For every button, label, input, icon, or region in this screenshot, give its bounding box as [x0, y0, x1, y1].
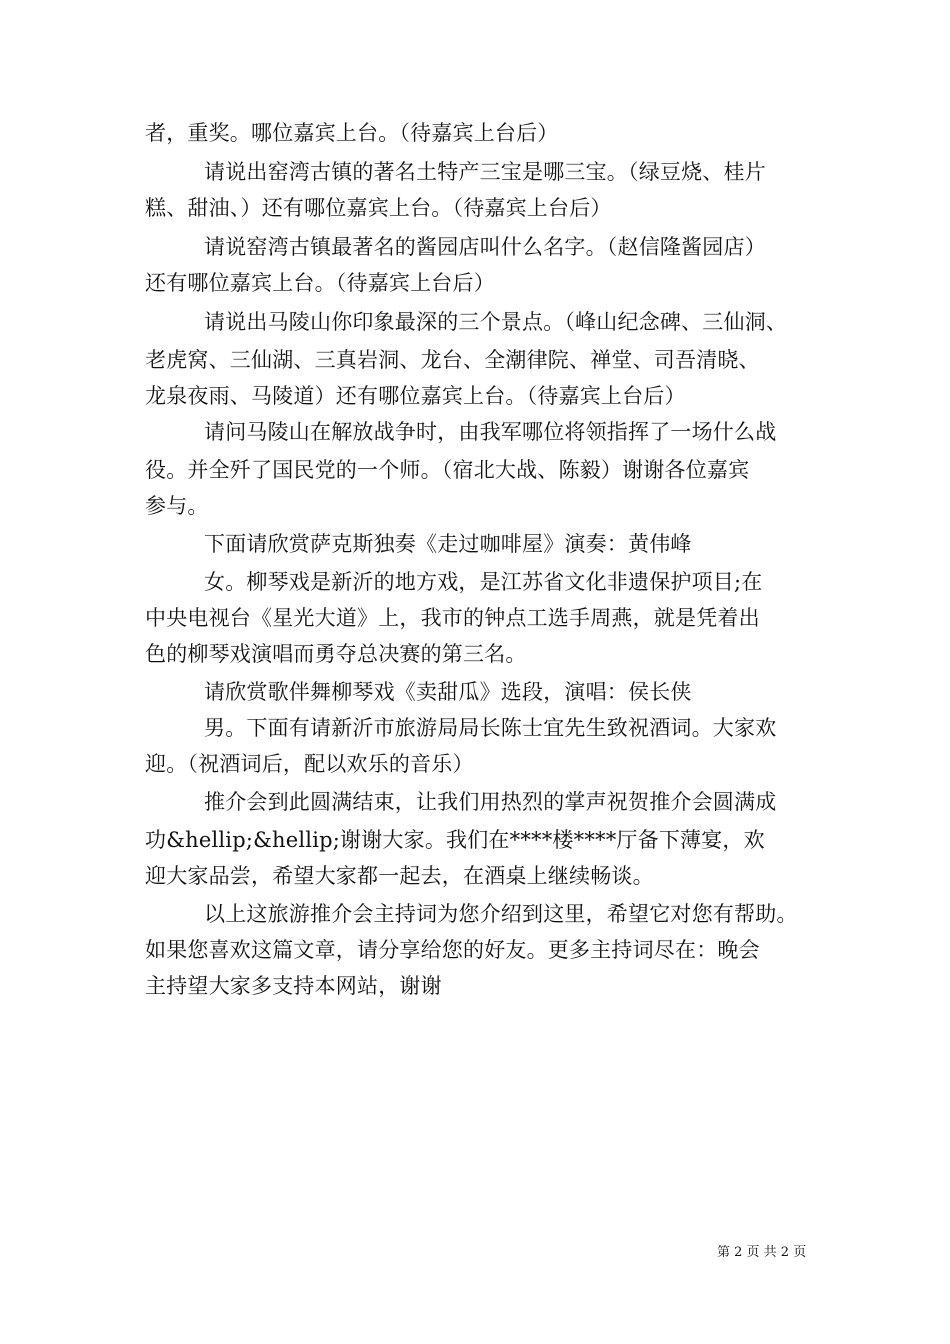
- body-text-line: 请说窑湾古镇最著名的酱园店叫什么名字。（赵信隆酱园店）: [204, 235, 766, 259]
- body-text-line: 请问马陵山在解放战争时，由我军哪位将领指挥了一场什么战: [204, 420, 777, 444]
- body-text-line: 男。下面有请新沂市旅游局局长陈士宜先生致祝酒词。大家欢: [204, 716, 777, 740]
- body-text-line: 请说出马陵山你印象最深的三个景点。（峰山纪念碑、三仙洞、: [204, 310, 788, 334]
- body-text-line: 如果您喜欢这篇文章，请分享给您的好友。更多主持词尽在：晚会: [145, 938, 760, 962]
- body-text-line: 迎大家品尝，希望大家都一起去，在酒桌上继续畅谈。: [145, 864, 654, 888]
- body-text-line: 中央电视台《星光大道》上，我市的钟点工选手周燕，就是凭着出: [145, 606, 760, 630]
- body-text-line: 主持望大家多支持本网站，谢谢: [145, 974, 442, 998]
- body-text-line: 女。柳琴戏是新沂的地方戏，是江苏省文化非遗保护项目;在: [204, 570, 763, 594]
- body-text-line: 糕、甜油、）还有哪位嘉宾上台。（待嘉宾上台后）: [145, 196, 612, 220]
- body-text-line: 参与。: [145, 494, 209, 518]
- body-text-line: 以上这旅游推介会主持词为您介绍到这里，希望它对您有帮助。: [204, 902, 798, 926]
- body-text-line: 功&hellip;&hellip;谢谢大家。我们在****楼****厅备下薄宴，欢: [145, 828, 765, 852]
- body-text-line: 请欣赏歌伴舞柳琴戏《卖甜瓜》选段，演唱：侯长侠: [204, 680, 692, 704]
- body-text-line: 迎。（祝酒词后，配以欢乐的音乐）: [145, 752, 474, 776]
- body-text-line: 下面请欣赏萨克斯独奏《走过咖啡屋》演奏：黄伟峰: [204, 532, 692, 556]
- page-number: 第 2 页 共 2 页: [717, 1245, 807, 1260]
- body-text-line: 者，重奖。哪位嘉宾上台。（待嘉宾上台后）: [145, 121, 559, 145]
- body-text-line: 还有哪位嘉宾上台。（待嘉宾上台后）: [145, 271, 495, 295]
- body-text-line: 请说出窑湾古镇的著名土特产三宝是哪三宝。（绿豆烧、桂片: [204, 160, 766, 184]
- body-text-line: 色的柳琴戏演唱而勇夺总决赛的第三名。: [145, 642, 527, 666]
- body-text-line: 役。并全歼了国民党的一个师。（宿北大战、陈毅）谢谢各位嘉宾: [145, 458, 750, 482]
- body-text-line: 老虎窝、三仙湖、三真岩洞、龙台、全潮律院、禅堂、司吾清晓、: [145, 348, 760, 372]
- body-text-line: 龙泉夜雨、马陵道）还有哪位嘉宾上台。（待嘉宾上台后）: [145, 384, 686, 408]
- body-text-line: 推介会到此圆满结束，让我们用热烈的掌声祝贺推介会圆满成: [204, 790, 777, 814]
